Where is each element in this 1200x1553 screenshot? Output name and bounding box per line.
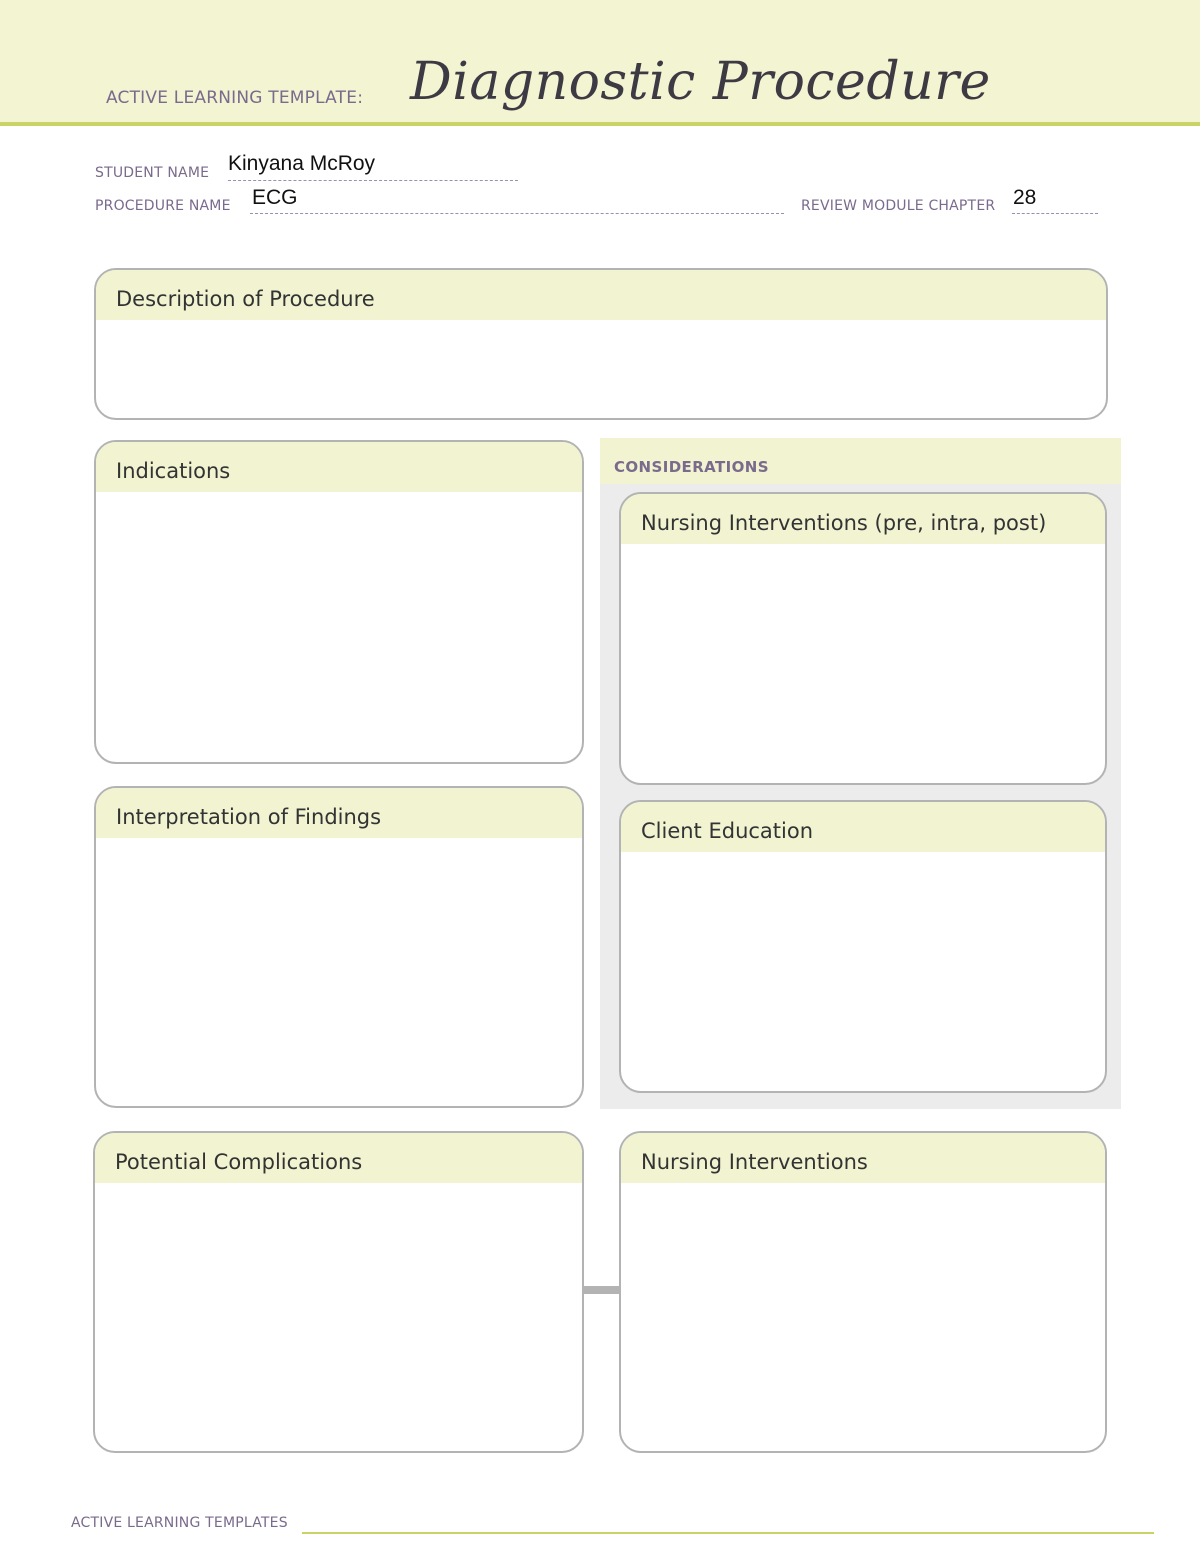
description-box[interactable]: [94, 268, 1108, 420]
indications-heading: Indications: [96, 442, 582, 492]
footer-rule: [302, 1532, 1154, 1534]
page-title: Diagnostic Procedure: [410, 52, 991, 112]
procedure-name-line: [250, 213, 784, 214]
description-heading: Description of Procedure: [96, 270, 1106, 320]
nursing-interventions-heading: Nursing Interventions: [621, 1133, 1105, 1183]
header-rule: [0, 122, 1200, 126]
student-name-field[interactable]: Kinyana McRoy: [228, 152, 376, 175]
indications-box[interactable]: [94, 440, 584, 764]
nursing-interventions-box[interactable]: [619, 1131, 1107, 1453]
template-label: ACTIVE LEARNING TEMPLATE:: [106, 88, 364, 108]
interpretation-box[interactable]: [94, 786, 584, 1108]
review-chapter-field[interactable]: 28: [1013, 186, 1037, 209]
footer-label: ACTIVE LEARNING TEMPLATES: [71, 1515, 288, 1531]
potential-complications-box[interactable]: [93, 1131, 584, 1453]
student-name-line: [228, 180, 518, 181]
client-education-box[interactable]: [619, 800, 1107, 1093]
nursing-interventions-pip-box[interactable]: [619, 492, 1107, 785]
interpretation-heading: Interpretation of Findings: [96, 788, 582, 838]
review-chapter-label: REVIEW MODULE CHAPTER: [801, 198, 996, 214]
client-education-heading: Client Education: [621, 802, 1105, 852]
potential-complications-heading: Potential Complications: [95, 1133, 582, 1183]
review-chapter-line: [1012, 213, 1098, 214]
nursing-interventions-pip-heading: Nursing Interventions (pre, intra, post): [621, 494, 1105, 544]
considerations-label: CONSIDERATIONS: [614, 458, 769, 476]
procedure-name-field[interactable]: ECG: [252, 186, 298, 209]
student-name-label: STUDENT NAME: [95, 165, 210, 181]
procedure-name-label: PROCEDURE NAME: [95, 198, 231, 214]
connector-bar: [582, 1286, 620, 1294]
